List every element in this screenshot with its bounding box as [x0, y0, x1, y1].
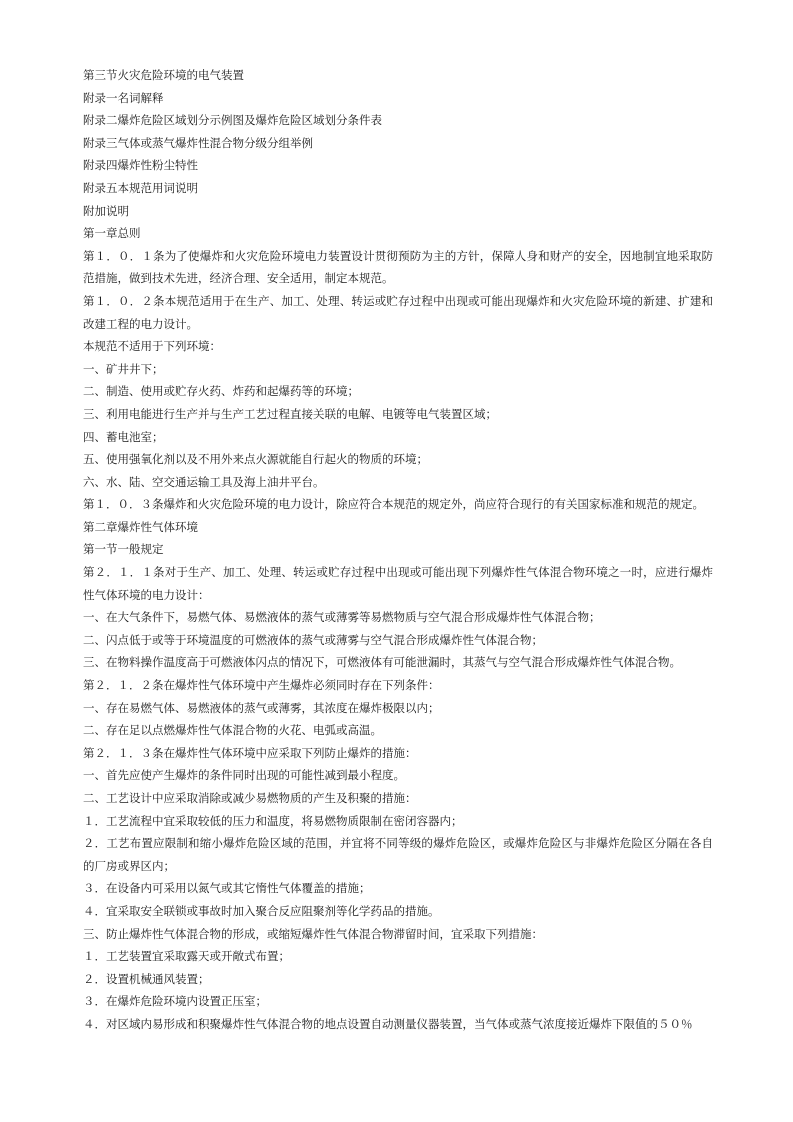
- document-page: [83, 64, 713, 1036]
- sub-list-item: １．工艺流程中宜采取较低的压力和温度，将易燃物质限制在密闭容器内；: [83, 813, 463, 828]
- appendix-heading: 附录一名词解释: [83, 90, 164, 105]
- chapter-heading: 第二章爆炸性气体环境: [83, 519, 198, 534]
- list-item: 三、防止爆炸性气体混合物的形成，或缩短爆炸性气体混合物滞留时间，宜采取下列措施：: [83, 926, 543, 941]
- list-item: 一、首先应使产生爆炸的条件同时出现的可能性减到最小程度。: [83, 768, 405, 783]
- list-item: 二、制造、使用或贮存火药、炸药和起爆药等的环境；: [83, 384, 359, 399]
- appendix-heading: 附录三气体或蒸气爆炸性混合物分级分组举例: [83, 135, 313, 150]
- chapter-heading: 第一章总则: [83, 226, 141, 241]
- sub-list-item: ３．在爆炸危险环境内设置正压室；: [83, 994, 267, 1009]
- list-item: 三、利用电能进行生产并与生产工艺过程直接关联的电解、电镀等电气装置区域；: [83, 406, 497, 421]
- list-item: 一、存在易燃气体、易燃液体的蒸气或薄雾，其浓度在爆炸极限以内；: [83, 700, 440, 715]
- appendix-heading: 附录五本规范用词说明: [83, 180, 198, 195]
- list-item: 二、工艺设计中应采取消除或减少易燃物质的产生及积聚的措施：: [83, 791, 417, 805]
- list-item: 五、使用强氧化剂以及不用外来点火源就能自行起火的物质的环境；: [83, 452, 428, 467]
- appendix-heading: 附录二爆炸危险区域划分示例图及爆炸危险区域划分条件表: [83, 113, 382, 128]
- article-paragraph: 第１．０．１条为了使爆炸和火灾危险环境电力装置设计贯彻预防为主的方针，保障人身和财产的安全，因地制宜地采取防范措施，做到技术先进，经济合理、安全适用，制定本规范。: [83, 248, 713, 286]
- article-paragraph: 第２．１．２条在爆炸性气体环境中产生爆炸必须同时存在下列条件：: [83, 678, 440, 693]
- list-item: 四、蓄电池室；: [83, 429, 164, 444]
- section-heading: 第一节一般规定: [83, 542, 164, 557]
- article-paragraph: 第１．０．２条本规范适用于在生产、加工、处理、转运或贮存过程中出现或可能出现爆炸和火灾危险环境的新建、扩建和改建工程的电力设计。: [83, 293, 713, 331]
- sub-list-item: ３．在设备内可采用以氮气或其它惰性气体覆盖的措施；: [83, 881, 371, 896]
- sub-list-item: ４．对区域内易形成和积聚爆炸性气体混合物的地点设置自动测量仪器装置，当气体或蒸气浓度接近爆炸下限值的５０％: [83, 1016, 693, 1031]
- supplementary-note-heading: 附加说明: [83, 203, 129, 218]
- sub-list-item: ４．宜采取安全联锁或事故时加入聚合反应阻聚剂等化学药品的措施。: [83, 903, 440, 918]
- body-text: 本规范不适用于下列环境：: [83, 339, 221, 354]
- sub-list-item: ２．工艺布置应限制和缩小爆炸危险区域的范围，并宜将不同等级的爆炸危险区，或爆炸危险区与非爆炸危险区分隔在各自的厂房或界区内；: [83, 836, 713, 873]
- list-item: 二、存在足以点燃爆炸性气体混合物的火花、电弧或高温。: [83, 723, 382, 738]
- appendix-heading: 附录四爆炸性粉尘特性: [83, 158, 198, 173]
- list-item: 三、在物料操作温度高于可燃液体闪点的情况下，可燃液体有可能泄漏时，其蒸气与空气混合形成爆炸性气体混合物。: [83, 655, 681, 670]
- list-item: 一、在大气条件下，易燃气体、易燃液体的蒸气或薄雾等易燃物质与空气混合形成爆炸性气体混合物；: [83, 610, 601, 625]
- article-paragraph: 第１．０．３条爆炸和火灾危险环境的电力设计，除应符合本规范的规定外，尚应符合现行的有关国家标准和规范的规定。: [83, 497, 704, 512]
- section-heading: 第三节火灾危险环境的电气装置: [83, 68, 244, 82]
- sub-list-item: １．工艺装置宜采取露天或开敞式布置；: [83, 949, 290, 964]
- sub-list-item: ２．设置机械通风装置；: [83, 971, 210, 986]
- list-item: 一、矿井井下；: [83, 361, 164, 376]
- list-item: 二、闪点低于或等于环境温度的可燃液体的蒸气或薄雾与空气混合形成爆炸性气体混合物；: [83, 632, 543, 647]
- list-item: 六、水、陆、空交通运输工具及海上油井平台。: [83, 474, 325, 489]
- article-paragraph: 第２．１．１条对于生产、加工、处理、转运或贮存过程中出现或可能出现下列爆炸性气体混合物环境之一时，应进行爆炸性气体环境的电力设计：: [83, 565, 713, 602]
- article-paragraph: 第２．１．３条在爆炸性气体环境中应采取下列防止爆炸的措施：: [83, 745, 417, 760]
